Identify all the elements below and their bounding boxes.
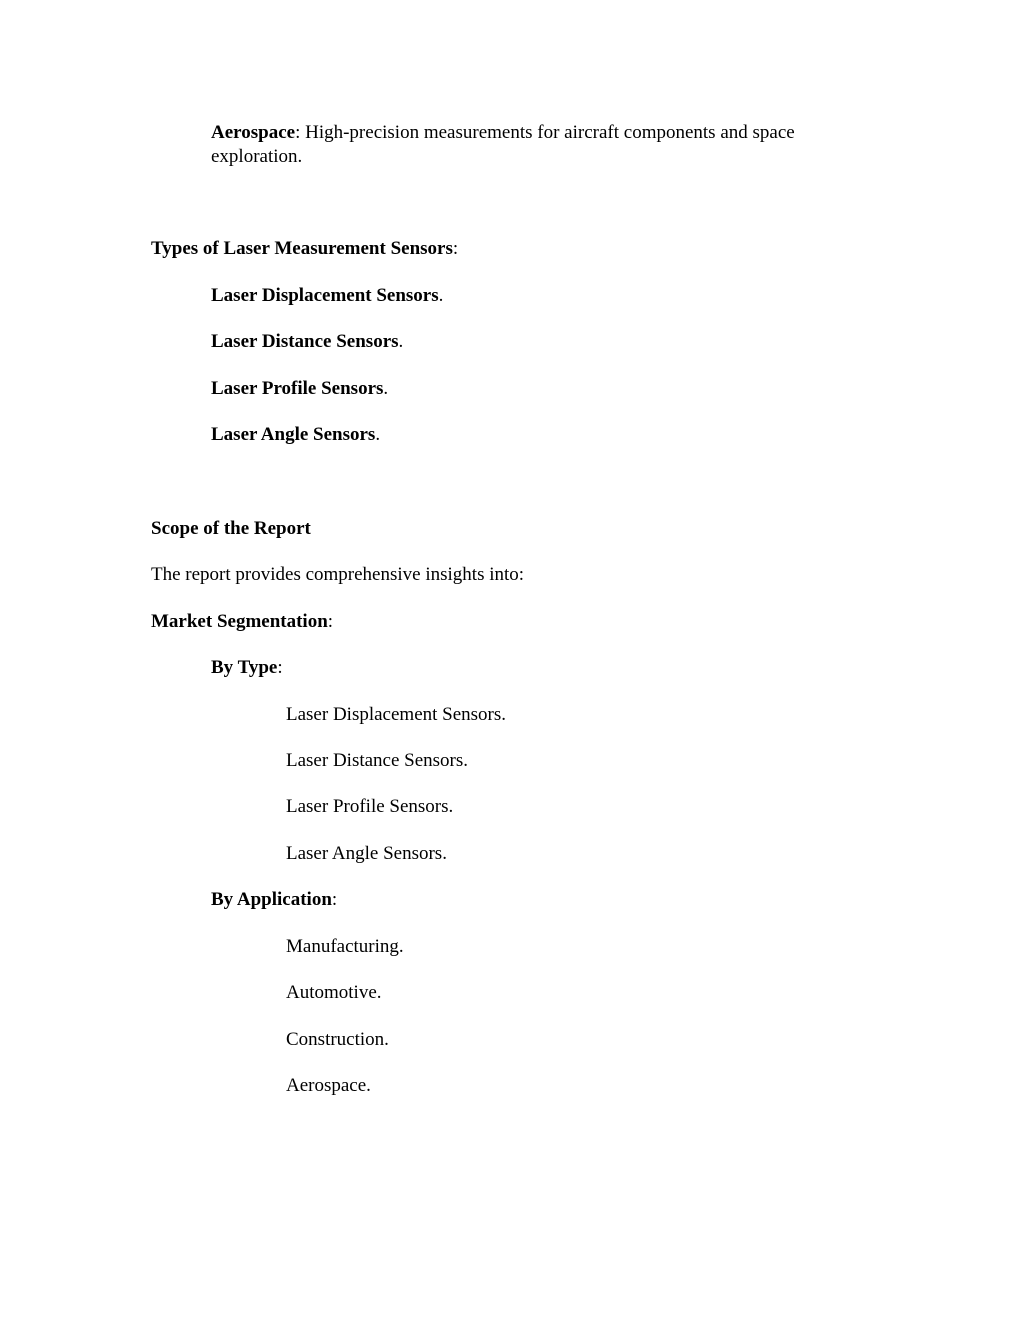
by-application-item: Construction. [286, 1029, 389, 1050]
by-application-suffix: : [331, 889, 338, 910]
aerospace-sep: : [295, 122, 301, 143]
scope-intro-text: The report provides comprehensive insights into: [151, 564, 525, 585]
aerospace-description-2: exploration. [211, 146, 303, 167]
aerospace-term: Aerospace [211, 122, 296, 143]
types-heading-text: Types of Laser Measurement Sensors [151, 238, 453, 259]
type-item-name: Laser Profile Sensors [211, 378, 384, 399]
type-item [211, 284, 443, 308]
by-type-item: Laser Displacement Sensors. [286, 704, 507, 725]
type-item-name: Laser Distance Sensors [211, 331, 399, 352]
by-type-item: Laser Distance Sensors. [286, 750, 469, 771]
by-type-label: By Type [211, 657, 278, 678]
scope-heading [151, 517, 311, 541]
scope-heading-text: Scope of the Report [151, 518, 311, 539]
scope-intro [151, 563, 524, 587]
by-type-heading [211, 656, 283, 680]
types-heading-suffix: : [452, 238, 459, 259]
by-application-label: By Application [211, 889, 332, 910]
type-item-suffix: . [375, 424, 381, 445]
by-application-item: Aerospace. [286, 1075, 371, 1096]
type-item [211, 330, 403, 354]
type-item-suffix: . [383, 378, 389, 399]
segmentation-label: Market Segmentation [151, 611, 328, 632]
segmentation-heading [151, 610, 333, 634]
by-type-item: Laser Profile Sensors. [286, 796, 454, 817]
types-heading [151, 237, 458, 261]
type-item-name: Laser Displacement Sensors [211, 285, 439, 306]
aerospace-description-1: High-precision measurements for aircraft components and space [300, 122, 795, 143]
segmentation-suffix: : [327, 611, 334, 632]
by-type-item: Laser Angle Sensors. [286, 843, 447, 864]
by-application-item: Manufacturing. [286, 936, 404, 957]
type-item-name: Laser Angle Sensors [211, 424, 376, 445]
type-item-suffix: . [398, 331, 404, 352]
type-item-suffix: . [438, 285, 444, 306]
type-item [211, 377, 388, 401]
type-item [211, 423, 380, 447]
by-application-heading [211, 888, 337, 912]
aerospace-line-1 [211, 121, 795, 145]
by-application-item: Automotive. [286, 982, 382, 1003]
by-type-suffix: : [277, 657, 283, 678]
aerospace-line-2 [211, 145, 302, 169]
